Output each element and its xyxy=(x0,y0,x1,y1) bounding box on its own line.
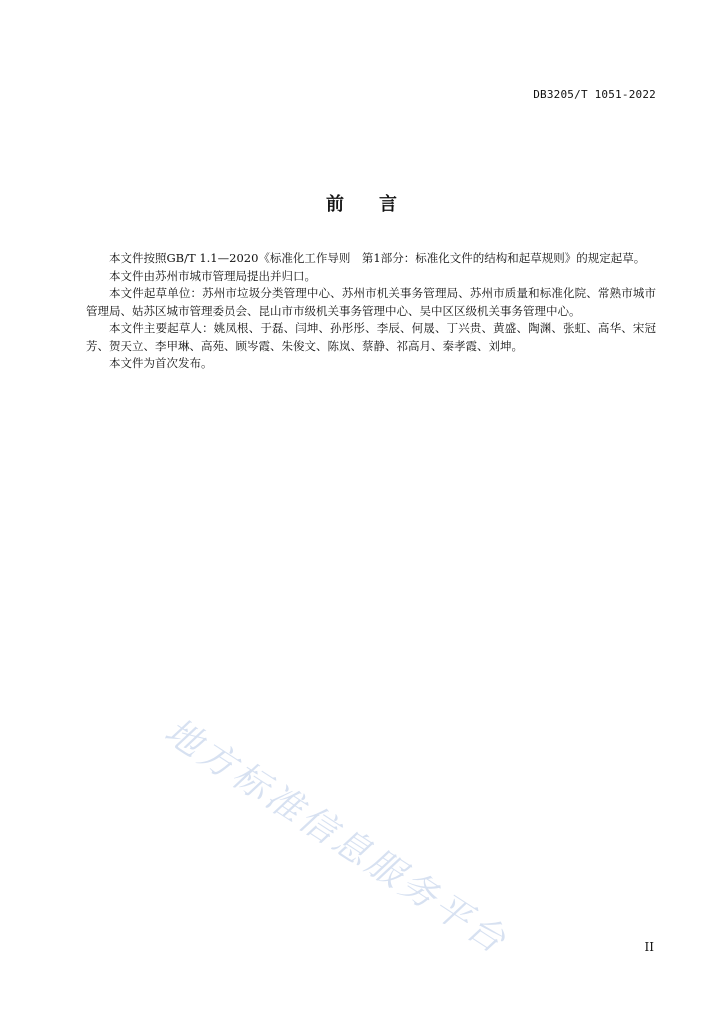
foreword-body xyxy=(86,250,656,373)
paragraph-proposer: 本文件由苏州市城市管理局提出并归口。 xyxy=(109,268,316,283)
page-title xyxy=(0,190,724,216)
document-code: DB3205/T 1051-2022 xyxy=(533,88,656,101)
paragraph-first-release: 本文件为首次发布。 xyxy=(109,356,213,370)
title-char-1: 前 xyxy=(326,194,345,215)
title-char-2: 言 xyxy=(379,194,398,215)
page-number: II xyxy=(644,940,654,954)
paragraph-drafting-basis: 本文件按照GB/T 1.1—2020《标准化工作导则 第1部分：标准化文件的结构和起草规则》的规定起草。 xyxy=(109,251,646,265)
paragraph-drafting-units: 本文件起草单位：苏州市垃圾分类管理中心、苏州市机关事务管理局、苏州市质量和标准化院、常熟市城市管理局、姑苏区城市管理委员会、昆山市市级机关事务管理中心、吴中区区级机关事务管理中心。 xyxy=(86,286,656,318)
paragraph-drafters: 本文件主要起草人：姚凤根、于磊、闫坤、孙彤彤、李辰、何晟、丁兴贵、黄盛、陶渊、张虹、高华、宋冠芳、贺天立、李甲琳、高苑、顾岑霞、朱俊文、陈岚、蔡静、祁高月、秦孝霞、刘坤。 xyxy=(86,321,656,353)
watermark: 地方标准信息服务平台 xyxy=(157,710,516,964)
